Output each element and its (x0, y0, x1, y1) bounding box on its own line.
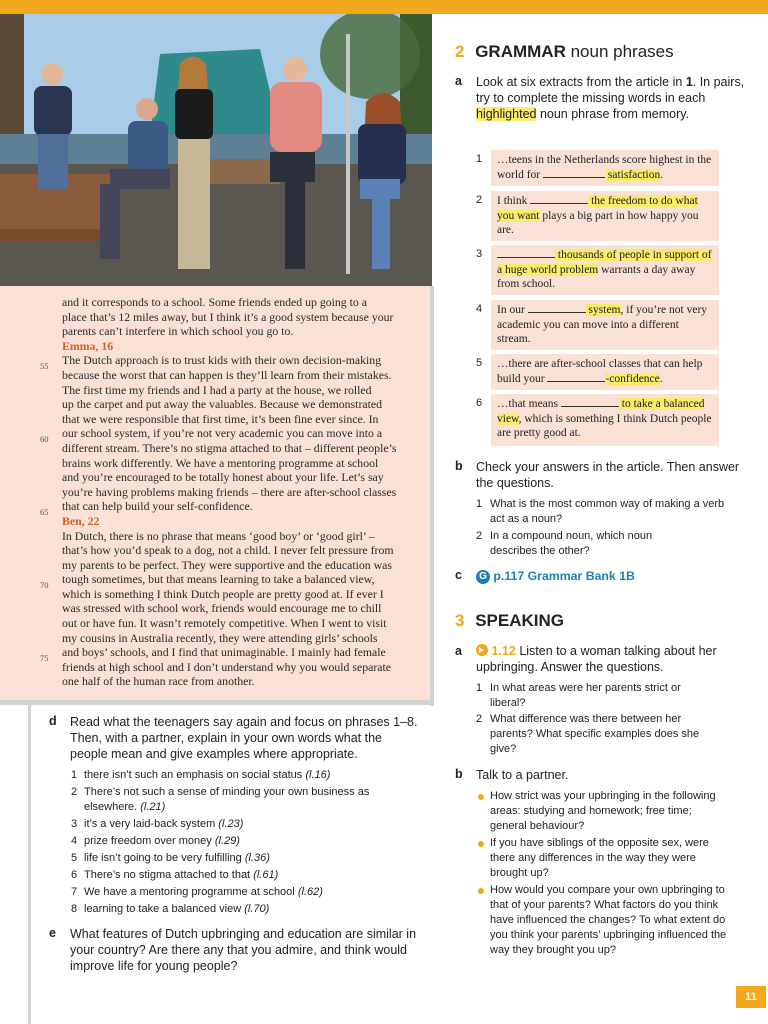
text: 1 (685, 75, 693, 89)
extract-text: In our (497, 304, 528, 316)
grammar-bank-ref: p.117 Grammar Bank 1B (493, 569, 635, 583)
article-line: our school system, if you’re not very academic you can move into a (62, 426, 383, 441)
extract-number: 6 (476, 397, 483, 409)
blank-line[interactable] (528, 312, 586, 313)
item-text: it’s a very laid-back system (84, 818, 216, 830)
line-ref: (l.62) (297, 886, 323, 898)
extract-number: 1 (476, 153, 483, 165)
extract-number: 4 (476, 303, 483, 315)
audio-icon[interactable] (476, 644, 488, 656)
article-line: that can help build your self-confidence. (62, 499, 253, 514)
extract-number: 5 (476, 357, 483, 369)
list-item-number: 7 (71, 886, 78, 898)
speaker-name: Emma, 16 (62, 338, 114, 353)
exercise-a-letter: a (455, 644, 462, 658)
extract-box (491, 300, 719, 350)
article-line: and boys’ schools, and I find that unimaginable. I mainly had female (62, 645, 386, 660)
list-item-number: 1 (476, 682, 483, 694)
article-line: parents can’t interfere in which school you go to. (62, 324, 294, 339)
line-number: 65 (40, 507, 49, 517)
exercise-a-letter: a (455, 74, 462, 88)
question-text: What difference was there between her parents? What specific examples does she give? (490, 713, 700, 755)
list-item-number: 2 (476, 530, 483, 542)
text: Look at six extracts from the article in (476, 75, 686, 89)
exercise-d-letter: d (49, 714, 57, 728)
blank-line[interactable] (547, 381, 605, 382)
article-border-right (430, 286, 434, 706)
list-item-number: 1 (476, 498, 483, 510)
section-number: 2 (455, 42, 465, 61)
question-text: In what areas were her parents strict or liberal? (490, 682, 681, 709)
blank-line[interactable] (561, 406, 619, 407)
article-line: you’re having problems making friends – there are after-school classes (62, 484, 397, 499)
discussion-question: How would you compare your own upbringing to that of your parents? What factors do you think have influenced the changes? To what extent do you think your parents’ upbringing influenced the way they brought you up? (490, 884, 727, 956)
list-item (84, 768, 404, 783)
extract-text: plays a big part in how happy you are. (497, 209, 699, 236)
list-item-number: 4 (71, 835, 78, 847)
article-line: place that’s 12 miles away, but I think it’s a good system because your (62, 309, 394, 324)
article-line: my cousins in Australia recently, they were attending girls’ schools (62, 630, 378, 645)
extract-text: . (660, 168, 664, 181)
section-title: GRAMMAR (475, 42, 566, 61)
grammar-a-instructions (476, 74, 746, 122)
speaking-b-instructions: Talk to a partner. (476, 768, 569, 782)
blank-line[interactable] (497, 257, 555, 258)
item-text: prize freedom over money (84, 835, 212, 847)
speaker-name: Ben, 22 (62, 513, 100, 528)
list-item-number: 2 (476, 713, 483, 725)
article-line: up the carpet and put away the valuables. Because we demonstrated (62, 397, 383, 412)
text: . In pairs, try to complete the missing words in each (476, 75, 745, 105)
list-item (84, 817, 404, 832)
article-line: In Dutch, there is no phrase that means ‘good boy’ or ‘good girl’ – (62, 528, 375, 543)
highlighted-phrase: thousands of people in support of a huge world problem (497, 249, 712, 276)
article-line: was stressed with school work, friends would encourage me to chill (62, 601, 382, 616)
extract-text: warrants a day away from school. (497, 263, 696, 290)
extract-box (491, 245, 719, 295)
article-border-bottom (0, 700, 434, 705)
extract-box (491, 191, 719, 241)
article-line: that we were responsible that first time, it’s been fine ever since. In (62, 411, 379, 426)
item-text: There’s not such a sense of minding your own business as elsewhere. (84, 786, 370, 813)
exercise-d-prompt: Read what the teenagers say again and focus on phrases 1–8. Then, with a partner, explain in your own words what the people mean and give examples where appropriate. (70, 715, 418, 761)
blank-line[interactable] (530, 203, 588, 204)
list-item-number: 3 (71, 818, 78, 830)
line-number: 75 (40, 653, 49, 663)
extract-text: I think (497, 195, 531, 207)
grammar-heading (455, 42, 674, 62)
section-title: SPEAKING (475, 611, 564, 630)
list-item (84, 885, 404, 900)
discussion-question: If you have siblings of the opposite sex, were there any differences in the way they were brought up? (490, 837, 709, 879)
extract-box (491, 394, 719, 446)
extract-text: …teens in the Netherlands score highest in the world for (497, 154, 712, 181)
article-line: brains work differently. We have a mentoring programme at school (62, 455, 379, 470)
speaking-heading (455, 611, 564, 631)
photo-illustration (0, 14, 432, 286)
article-line: out or have fun. It wasn’t remotely competitive. When I went to visit (62, 616, 387, 631)
lower-left-border (28, 705, 31, 1024)
line-ref: (l.36) (244, 852, 270, 864)
article-line: because the worst that can happen is they’ll learn from their mistakes. (62, 367, 392, 382)
exercise-e-letter: e (49, 926, 56, 940)
extract-text: , if you’re not very academic you can move into a different stream. (497, 304, 708, 345)
line-number: 60 (40, 434, 49, 444)
article-line: that’s how you’d speak to a dog, not a child. I never felt pressure from (62, 543, 394, 558)
exercise-e-prompt: What features of Dutch upbringing and education are similar in your country? Are there any that you admire, and think would improve life for young people? (70, 927, 417, 973)
list-item-number: 1 (71, 769, 78, 781)
line-number: 70 (40, 580, 49, 590)
highlighted-phrase: system (585, 304, 621, 316)
item-text: We have a mentoring programme at school (84, 886, 295, 898)
audio-track: 1.12 (491, 644, 516, 658)
bullet-icon (478, 888, 484, 894)
line-ref: (l.21) (140, 801, 166, 813)
question-text: What is the most common way of making a verb act as a noun? (490, 498, 725, 525)
list-item (84, 851, 404, 866)
list-item-number: 8 (71, 903, 78, 915)
list-item-number: 6 (71, 869, 78, 881)
line-ref: (l.70) (244, 903, 270, 915)
blank-line[interactable] (543, 177, 605, 178)
list-item-number: 5 (71, 852, 78, 864)
section-number: 3 (455, 611, 465, 630)
text: noun phrase from memory. (536, 107, 690, 121)
top-accent-bar (0, 0, 768, 14)
article-line: The first time my friends and I had a party at the house, we rolled (62, 382, 372, 397)
line-ref: (l.16) (305, 769, 331, 781)
article-line: tough sometimes, but that means learning to take a balanced view, (62, 572, 375, 587)
bullet-icon (478, 794, 484, 800)
highlighted-phrase: satisfaction (605, 168, 661, 181)
article-text (62, 295, 424, 689)
article-line: friends at high school and I don’t understand why you would separate (62, 659, 392, 674)
highlighted-word: highlighted (476, 107, 537, 121)
extract-number: 3 (476, 248, 483, 260)
extract-text: …there are after-school classes that can help build your (497, 358, 703, 385)
article-line: and you’re encouraged to be totally honest about your life. Let’s say (62, 470, 384, 485)
speaking-a-instructions (476, 643, 746, 675)
discussion-question: How strict was your upbringing in the following areas: studying and homework; free time; general behaviour? (490, 790, 716, 832)
extract-box (491, 150, 719, 186)
line-ref: (l.23) (218, 818, 244, 830)
list-item-number: 2 (71, 786, 78, 798)
article-line: different stream. There’s no stigma attached to that – different people’s (62, 440, 397, 455)
teenagers-photo (0, 14, 432, 286)
article-line: The Dutch approach is to trust kids with their own decision-making (62, 353, 382, 368)
text: Listen to a woman talking about her upbringing. Answer the questions. (476, 644, 717, 674)
page-number: 11 (736, 986, 766, 1008)
article-panel (0, 286, 432, 700)
article-line: and it corresponds to a school. Some friends ended up going to a (62, 295, 368, 309)
list-item (84, 785, 404, 815)
list-item (84, 902, 404, 917)
line-ref: (l.61) (253, 869, 279, 881)
article-line: which is something I think Dutch people are pretty good at. If ever I (62, 586, 384, 601)
highlighted-phrase: -confidence (605, 372, 660, 385)
grammar-bank-link[interactable] (476, 568, 716, 584)
highlighted-phrase: to take a balanced view (497, 398, 705, 425)
item-text: There’s no stigma attached to that (84, 869, 251, 881)
extract-text: . (659, 372, 663, 385)
list-item (84, 868, 404, 883)
list-item (84, 834, 404, 849)
extract-text: …that means (497, 398, 561, 410)
article-line: one half of the human race from another. (62, 674, 255, 689)
section-subtitle: noun phrases (570, 42, 674, 61)
exercise-b-letter: b (455, 767, 463, 781)
extract-text: , which is something I think Dutch people are pretty good at. (497, 412, 712, 439)
grammar-b-instructions: Check your answers in the article. Then answer the questions. (476, 460, 740, 490)
line-ref: (l.29) (214, 835, 240, 847)
highlighted-phrase: the freedom to do what you want (497, 195, 698, 222)
extract-number: 2 (476, 194, 483, 206)
item-text: there isn’t such an emphasis on social status (84, 769, 303, 781)
grammar-bank-icon: G (476, 570, 490, 584)
item-text: learning to take a balanced view (84, 903, 242, 915)
exercise-c-letter: c (455, 568, 462, 582)
line-number: 55 (40, 361, 49, 371)
article-line: my parents to be perfect. They were supportive and the education was (62, 557, 392, 572)
exercise-b-letter: b (455, 459, 463, 473)
extract-box (491, 354, 719, 390)
bullet-icon (478, 841, 484, 847)
item-text: life isn’t going to be very fulfilling (84, 852, 242, 864)
question-text: In a compound noun, which noun describes the other? (490, 530, 653, 557)
